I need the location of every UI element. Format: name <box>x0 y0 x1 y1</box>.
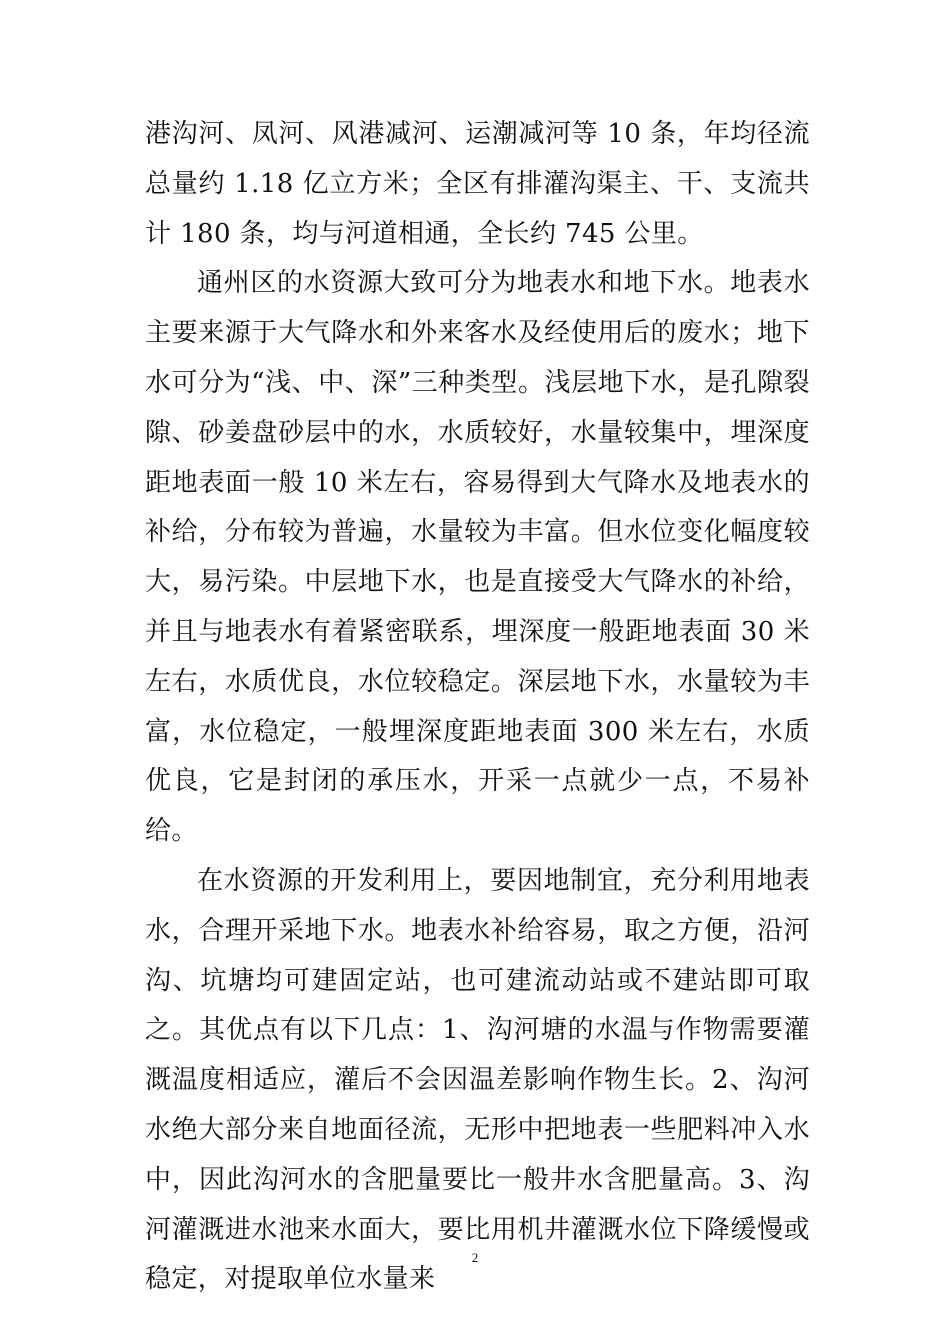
paragraph-development: 在水资源的开发利用上，要因地制宜，充分利用地表水，合理开采地下水。地表水补给容易，取之方便，沿河沟、坑塘均可建固定站，也可建流动站或不建站即可取之。其优点有以下几点：1、沟河塘的水温与作物需要灌溉温度相适应，灌后不会因温差影响作物生长。2、沟河水绝大部分来自地面径流，无形中把地表一些肥料冲入水中，因此沟河水的含肥量要比一般井水含肥量高。3、沟河灌溉进水池来水面大，要比用机井灌溉水位下降缓慢或稳定，对提取单位水量来 <box>145 865 810 1295</box>
page-number: 2 <box>471 1250 479 1265</box>
paragraph-rivers: 港沟河、凤河、风港减河、运潮减河等 10 条，年均径流总量约 1.18 亿立方米；全区有排灌沟渠主、干、支流共计 180 条，均与河道相通，全长约 745 公里。 <box>145 119 810 249</box>
paragraph-water-resources: 通州区的水资源大致可分为地表水和地下水。地表水主要来源于大气降水和外来客水及经使用后的废水；地下水可分为“浅、中、深”三种类型。浅层地下水，是孔隙裂隙、砂姜盘砂层中的水，水质较好，水量较集中，埋深度距地表面一般 10 米左右，容易得到大气降水及地表水的补给，分布较为普遍，水量较为丰富。但水位变化幅度较大，易污染。中层地下水，也是直接受大气降水的补给，并且与地表水有着紧密联系，埋深度一般距地表面 30 米左右，水质优良，水位较稳定。深层地下水，水量较为丰富，水位稳定，一般埋深度距地表面 300 米左右，水质优良，它是封闭的承压水，开采一点就少一点，不易补给。 <box>145 268 810 847</box>
body-text <box>145 110 810 1305</box>
